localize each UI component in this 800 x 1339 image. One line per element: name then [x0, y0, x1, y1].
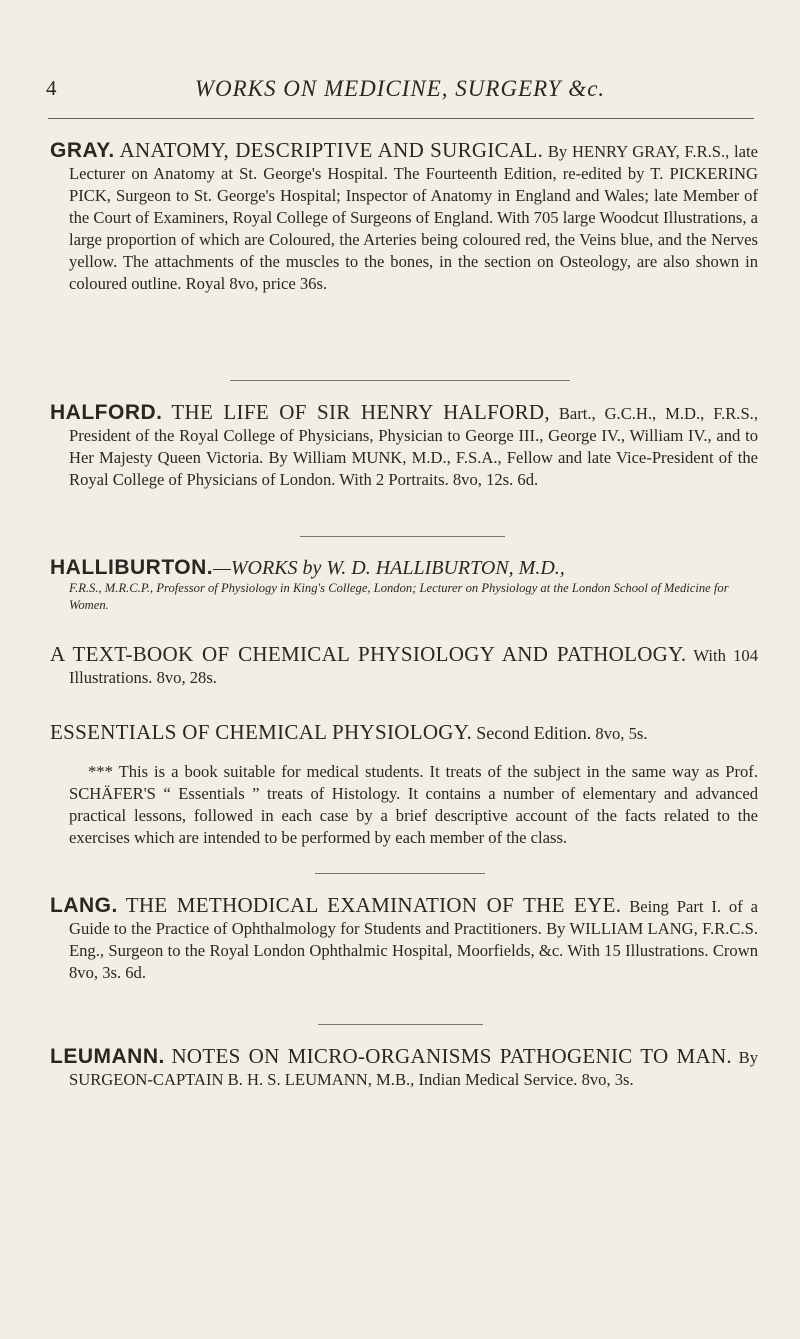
section-divider: [300, 536, 505, 537]
entry-body: Being Part I. of a Guide to the Practice of Ophthalmology for Students and Practitioners. By WILLIAM LANG, F.R.C.S. Eng., Surgeon to the Royal London Ophthalmic Hospital, Moorfields, &c. With 15 Illustrations. Crown 8vo, 3s. 6d.: [69, 897, 758, 982]
entry-title: ANATOMY, DESCRIPTIVE AND SURGICAL.: [119, 138, 544, 162]
entry-leumann: [50, 1045, 758, 1091]
entry-halliburton: [50, 556, 758, 614]
book-note: *** This is a book suitable for medical students. It treats of the subject in the same way as Prof. SCHÄFER'S “ Essentials ” treats of Histology. It contains a number of elementary and advanced practical lessons, followed in each case by a brief descriptive account of the facts related to the exercises which are intended to be performed by each member of the class.: [69, 762, 758, 848]
entry-title: THE LIFE OF SIR HENRY HALFORD,: [171, 400, 550, 424]
book-textbook-chemical-physiology: [50, 626, 758, 705]
entry-author: HALFORD.: [50, 401, 163, 424]
book-essentials-chemical-physiology: [50, 704, 758, 866]
entry-gray: [50, 139, 758, 295]
entry-body: By SURGEON-CAPTAIN B. H. S. LEUMANN, M.B., Indian Medical Service. 8vo, 3s.: [69, 1048, 758, 1089]
book-details: 8vo, 5s.: [595, 723, 648, 743]
running-head: [0, 76, 800, 106]
entry-title: THE METHODICAL EXAMINATION OF THE EYE.: [125, 893, 622, 917]
section-divider: [230, 380, 570, 381]
header-rule: [48, 118, 754, 119]
section-divider: [315, 873, 485, 874]
entry-lang: [50, 894, 758, 984]
page-number: 4: [46, 76, 57, 100]
book-edition: Second Edition.: [476, 722, 592, 743]
entry-author: LANG.: [50, 894, 118, 917]
entry-author: LEUMANN.: [50, 1045, 165, 1068]
running-title: WORKS ON MEDICINE, SURGERY &c.: [194, 76, 606, 101]
entry-title: NOTES ON MICRO-ORGANISMS PATHOGENIC TO MAN.: [171, 1044, 732, 1068]
works-line: —WORKS by W. D. HALLIBURTON, M.D.,: [213, 557, 565, 579]
entry-body: Bart., G.C.H., M.D., F.R.S., President of the Royal College of Physicians, Physician to George III., George IV., William IV., and to Her Majesty Queen Victoria. By William MUNK, M.D., F.S.A., Fellow and late Vice-President of the Royal College of Physicians of London. With 2 Portraits. 8vo, 12s. 6d.: [69, 404, 758, 489]
section-divider: [318, 1024, 483, 1025]
entry-author: GRAY.: [50, 139, 115, 162]
entry-author: HALLIBURTON.: [50, 556, 214, 579]
book-details: With 104 Illustrations. 8vo, 28s.: [69, 645, 758, 687]
book-title: ESSENTIALS OF CHEMICAL PHYSIOLOGY.: [50, 719, 473, 744]
book-title: A TEXT-BOOK OF CHEMICAL PHYSIOLOGY AND PATHOLOGY.: [50, 641, 687, 666]
entry-halford: [50, 401, 758, 491]
author-credentials: F.R.S., M.R.C.P., Professor of Physiology in King's College, London; Lecturer on Physiology at the London School of Medicine for Women.: [69, 581, 729, 612]
entry-body: By HENRY GRAY, F.R.S., late Lecturer on Anatomy at St. George's Hospital. The Fourteenth Edition, re-edited by T. PICKERING PICK, Surgeon to St. George's Hospital; Inspector of Anatomy in England and Wales; late Member of the Court of Examiners, Royal College of Surgeons of England. With 705 large Woodcut Illustrations, a large proportion of which are Coloured, the Arteries being coloured red, the Veins blue, and the Nerves yellow. The attachments of the muscles to the bones, in the section on Osteology, are also shown in coloured outline. Royal 8vo, price 36s.: [69, 142, 758, 293]
